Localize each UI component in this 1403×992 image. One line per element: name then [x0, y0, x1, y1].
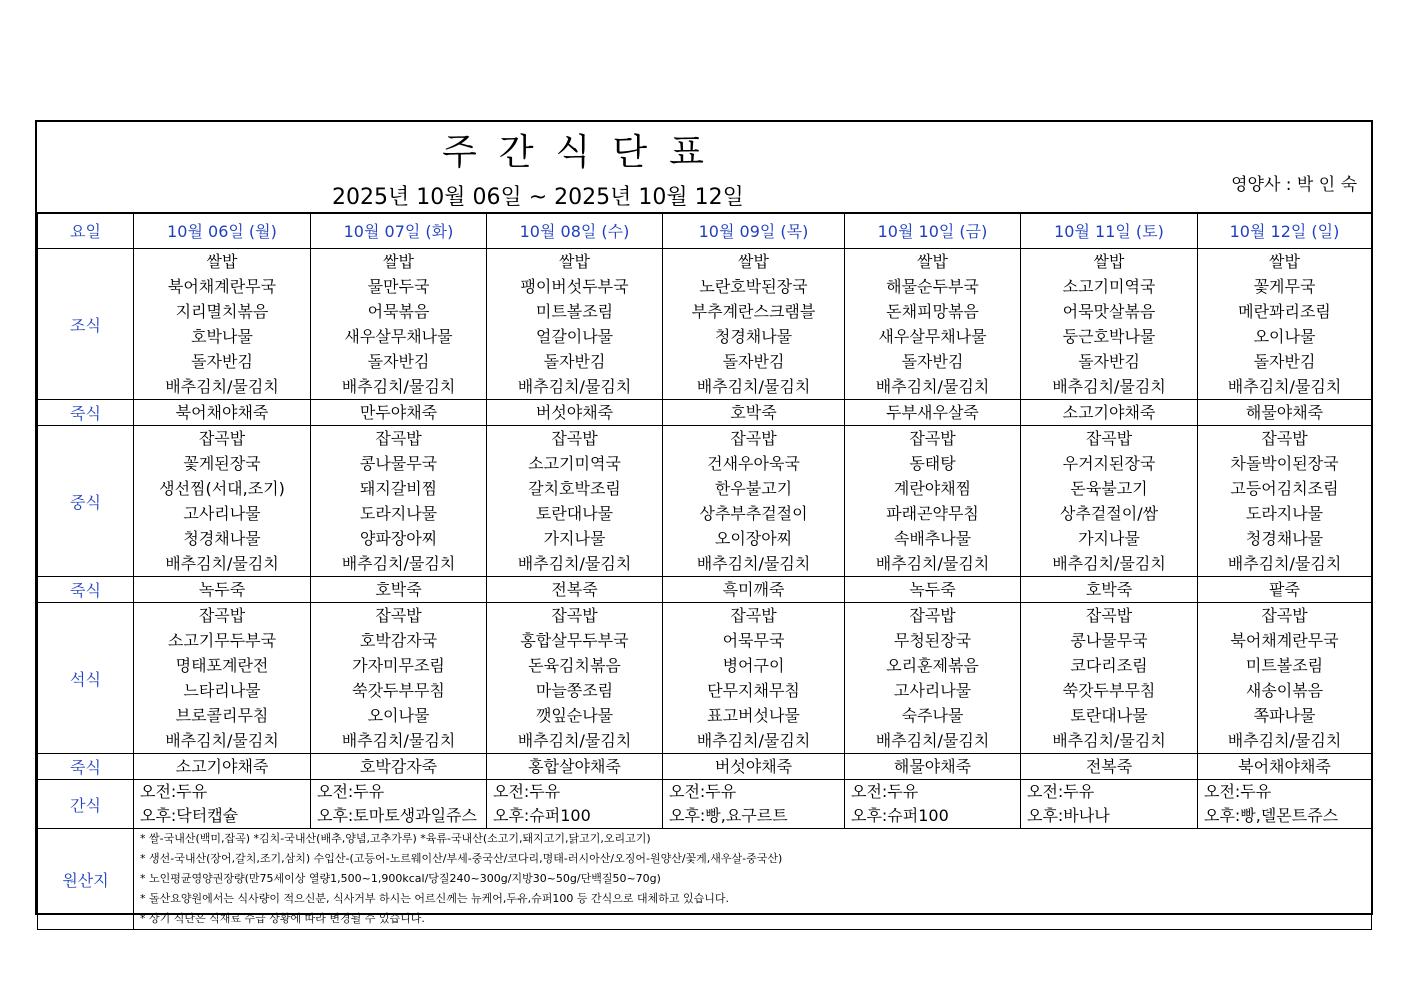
date-range: 2025년 10월 06일 ~ 2025년 10월 12일: [332, 185, 744, 210]
day-header: 10월 10일 (금): [845, 213, 1021, 249]
snack-row: [38, 780, 1372, 829]
dish-item: 꽃게무국: [1253, 277, 1316, 296]
dietitian-name: 영양사 : 박 인 숙: [1231, 175, 1357, 195]
snack-item: 오전:두유: [493, 782, 561, 801]
dish-item: 잡곡밥: [1261, 606, 1308, 625]
dish-item: 배추김치/물김치: [1227, 554, 1342, 573]
dish-item: 쑥갓두부무침: [1062, 681, 1156, 700]
snack-item: 오전:두유: [851, 782, 919, 801]
dish-item: 호박나물: [191, 327, 253, 346]
dish-item: 배추김치/물김치: [517, 554, 632, 573]
dish-item: 물만두국: [367, 277, 430, 296]
meal-cell: [134, 249, 311, 400]
dish-item: 잡곡밥: [909, 429, 956, 448]
dish-item: 돈채피망볶음: [886, 302, 979, 321]
snack-item: 오전:두유: [1204, 782, 1272, 801]
dish-item: 해물순두부국: [886, 277, 979, 296]
origin-note: * 돌산요양원에서는 식사량이 적으신분, 식사거부 하시는 어르신께는 뉴케어,두유,슈퍼100 등 간식으로 대체하고 있습니다.: [140, 892, 729, 905]
dish-item: 배추김치/물김치: [517, 731, 632, 750]
dish-item: 잡곡밥: [198, 429, 246, 448]
dish-item: 잡곡밥: [551, 429, 598, 448]
dish-item: 쌀밥: [738, 252, 769, 271]
dish-item: 쌀밥: [206, 252, 238, 271]
dish-item: 소고기미역국: [1062, 277, 1156, 296]
dish-item: 코다리조림: [1070, 656, 1148, 675]
dish-item: 쌀밥: [1093, 252, 1125, 271]
dish-item: 어묵무국: [722, 631, 785, 650]
dish-item: 어묵맛살볶음: [1062, 302, 1156, 321]
dish-item: 우거지된장국: [1062, 454, 1156, 473]
dish-item: 배추김치/물김치: [875, 377, 990, 396]
porridge-cell: 해물야채죽: [845, 754, 1021, 780]
day-header: 10월 12일 (일): [1198, 213, 1372, 249]
dish-item: 쑥갓두부무침: [352, 681, 445, 700]
dish-item: 고등어김치조림: [1230, 479, 1339, 498]
lunch-row: [38, 426, 1372, 577]
porridge-cell: 북어채야채죽: [134, 400, 311, 426]
dish-item: 홍합살무두부국: [520, 631, 629, 650]
day-header: 10월 09일 (목): [663, 213, 845, 249]
snack-item: 오후:빵,델몬트쥬스: [1204, 806, 1339, 825]
dish-item: 미트볼조림: [535, 302, 614, 321]
snack-item: 오후:토마토생과일쥬스: [317, 806, 477, 825]
dish-item: 새송이볶음: [1245, 681, 1324, 700]
porridge-cell: 전복죽: [1021, 754, 1198, 780]
page-title: 주간식단표: [442, 132, 726, 173]
weekly-menu-table: [37, 212, 1372, 930]
meal-cell: [845, 603, 1021, 754]
dish-item: 양파장아찌: [359, 529, 438, 548]
dish-item: 생선찜(서대,조기): [159, 479, 285, 498]
dish-item: 고사리나물: [893, 681, 972, 700]
porridge-cell: 녹두죽: [134, 577, 311, 603]
dish-item: 청경채나물: [183, 529, 261, 548]
snack-cell: [487, 780, 663, 829]
dish-item: 돌자반김: [722, 352, 785, 371]
meal-cell: [1198, 603, 1372, 754]
dish-item: 배추김치/물김치: [1052, 731, 1166, 750]
dish-item: 동태탕: [909, 454, 956, 473]
meal-cell: [487, 249, 663, 400]
dish-item: 파래곤약무침: [886, 504, 979, 523]
porridge-cell: 버섯야채죽: [663, 754, 845, 780]
breakfast-label: 조식: [38, 249, 134, 400]
meal-cell: [311, 249, 487, 400]
dish-item: 상추겉절이/쌈: [1059, 504, 1159, 523]
dish-item: 가자미무조림: [352, 656, 445, 675]
porridge-cell: 흑미깨죽: [663, 577, 845, 603]
dish-item: 둥근호박나물: [1062, 327, 1156, 346]
dish-item: 북어채계란무국: [167, 277, 277, 296]
dish-item: 돼지갈비찜: [359, 479, 438, 498]
dish-item: 배추김치/물김치: [517, 377, 632, 396]
day-header: 10월 11일 (토): [1021, 213, 1198, 249]
origin-label: 원산지: [38, 829, 134, 930]
dish-item: 쌀밥: [559, 252, 590, 271]
dish-item: 잡곡밥: [551, 606, 598, 625]
snack-cell: [1021, 780, 1198, 829]
dish-item: 잡곡밥: [730, 429, 777, 448]
dish-item: 갈치호박조림: [528, 479, 621, 498]
porridge-label: 죽식: [38, 754, 134, 780]
dish-item: 마늘쫑조림: [535, 681, 614, 700]
dish-item: 차돌박이된장국: [1230, 454, 1339, 473]
dish-item: 얼갈이나물: [535, 327, 614, 346]
porridge-label: 죽식: [38, 577, 134, 603]
snack-item: 오전:두유: [317, 782, 385, 801]
dish-item: 잡곡밥: [375, 606, 422, 625]
meal-cell: [663, 426, 845, 577]
dish-item: 콩나물무국: [1070, 631, 1148, 650]
dish-item: 쌀밥: [383, 252, 414, 271]
dish-item: 숙주나물: [901, 706, 964, 725]
dish-item: 잡곡밥: [1085, 606, 1133, 625]
porridge-cell: 소고기야채죽: [1021, 400, 1198, 426]
dish-item: 잡곡밥: [909, 606, 956, 625]
dish-item: 오리훈제볶음: [886, 656, 979, 675]
dish-item: 쌀밥: [1269, 252, 1300, 271]
porridge-cell: 만두야채죽: [311, 400, 487, 426]
porridge-label: 죽식: [38, 400, 134, 426]
menu-sheet: [35, 120, 1373, 925]
dish-item: 깻잎순나물: [535, 706, 614, 725]
dish-item: 도라지나물: [1245, 504, 1324, 523]
dish-item: 부추계란스크램블: [691, 302, 816, 321]
dish-item: 병어구이: [722, 656, 785, 675]
dish-item: 메란꽈리조림: [1238, 302, 1331, 321]
dish-item: 무청된장국: [893, 631, 972, 650]
dish-item: 돌자반김: [901, 352, 964, 371]
header: [37, 122, 1371, 214]
meal-cell: [134, 426, 311, 577]
dish-item: 배추김치/물김치: [165, 377, 279, 396]
dish-item: 돌자반김: [191, 352, 253, 371]
porridge-cell: 소고기야채죽: [134, 754, 311, 780]
breakfast-row: [38, 249, 1372, 400]
dish-item: 어묵볶음: [367, 302, 430, 321]
dish-item: 가지나물: [1078, 529, 1140, 548]
meal-cell: [1198, 249, 1372, 400]
dish-item: 계란야채찜: [893, 479, 972, 498]
snack-cell: [311, 780, 487, 829]
meal-cell: [663, 603, 845, 754]
porridge-cell: 두부새우살죽: [845, 400, 1021, 426]
meal-cell: [311, 603, 487, 754]
origin-note: * 노인평균영양권장량(만75세이상 열량1,500~1,900kcal/당질240~300g/지방30~50g/단백질50~70g): [140, 872, 661, 885]
snack-item: 오전:두유: [669, 782, 737, 801]
dish-item: 토란대나물: [535, 504, 614, 523]
dish-item: 배추김치/물김치: [341, 731, 456, 750]
dish-item: 배추김치/물김치: [1052, 554, 1166, 573]
snack-cell: [845, 780, 1021, 829]
dish-item: 잡곡밥: [1261, 429, 1308, 448]
dish-item: 오이나물: [367, 706, 430, 725]
meal-cell: [311, 426, 487, 577]
meal-cell: [1021, 426, 1198, 577]
dish-item: 한우불고기: [714, 479, 793, 498]
dish-item: 잡곡밥: [375, 429, 422, 448]
dish-item: 호박감자국: [359, 631, 438, 650]
origin-row: [38, 829, 1372, 930]
dish-item: 쌀밥: [917, 252, 948, 271]
porridge-cell: 북어채야채죽: [1198, 754, 1372, 780]
meal-cell: [487, 603, 663, 754]
meal-cell: [845, 249, 1021, 400]
dish-item: 배추김치/물김치: [165, 731, 279, 750]
snack-item: 오후:바나나: [1027, 806, 1110, 825]
dish-item: 잡곡밥: [1085, 429, 1133, 448]
meal-cell: [1021, 249, 1198, 400]
dish-item: 팽이버섯두부국: [520, 277, 629, 296]
porridge-cell: 호박죽: [311, 577, 487, 603]
dish-item: 느타리나물: [183, 681, 261, 700]
day-header: 10월 07일 (화): [311, 213, 487, 249]
dinner-porridge-row: [38, 754, 1372, 780]
snack-item: 오후:빵,요구르트: [669, 806, 788, 825]
dish-item: 새우살무채나물: [878, 327, 987, 346]
dish-item: 고사리나물: [183, 504, 261, 523]
breakfast-porridge-row: [38, 400, 1372, 426]
snack-item: 오전:두유: [140, 782, 208, 801]
dish-item: 꽃게된장국: [183, 454, 261, 473]
dish-item: 소고기미역국: [528, 454, 621, 473]
dish-item: 토란대나물: [1070, 706, 1148, 725]
dish-item: 배추김치/물김치: [696, 731, 811, 750]
dish-item: 가지나물: [543, 529, 606, 548]
dish-item: 소고기무두부국: [167, 631, 277, 650]
dish-item: 노란호박된장국: [699, 277, 808, 296]
dish-item: 미트볼조림: [1245, 656, 1324, 675]
meal-cell: [487, 426, 663, 577]
dish-item: 청경채나물: [714, 327, 793, 346]
dish-item: 상추부추겉절이: [699, 504, 808, 523]
dish-item: 쪽파나물: [1253, 706, 1316, 725]
dish-item: 돌자반김: [1253, 352, 1316, 371]
dish-item: 돌자반김: [367, 352, 430, 371]
snack-label: 간식: [38, 780, 134, 829]
dish-item: 배추김치/물김치: [696, 377, 811, 396]
dish-item: 새우살무채나물: [344, 327, 453, 346]
dish-item: 도라지나물: [359, 504, 438, 523]
dish-item: 배추김치/물김치: [341, 377, 456, 396]
snack-item: 오전:두유: [1027, 782, 1095, 801]
day-header: 10월 08일 (수): [487, 213, 663, 249]
snack-cell: [134, 780, 311, 829]
dish-item: 돈육김치볶음: [528, 656, 621, 675]
snack-item: 오후:닥터캡슐: [140, 806, 239, 825]
dish-item: 북어채계란무국: [1230, 631, 1339, 650]
dish-item: 배추김치/물김치: [1227, 731, 1342, 750]
dinner-row: [38, 603, 1372, 754]
dish-item: 오이장아찌: [714, 529, 793, 548]
origin-notes: [134, 829, 1372, 930]
dish-item: 표고버섯나물: [707, 706, 800, 725]
meal-cell: [1021, 603, 1198, 754]
dish-item: 배추김치/물김치: [165, 554, 279, 573]
origin-note: * 쌀-국내산(백미,잡곡) *김치-국내산(배추,양념,고추가루) *육류-국내산(소고기,돼지고기,닭고기,오리고기): [140, 832, 651, 845]
dish-item: 속배추나물: [893, 529, 972, 548]
snack-cell: [1198, 780, 1372, 829]
lunch-porridge-row: [38, 577, 1372, 603]
dish-item: 돌자반김: [1078, 352, 1140, 371]
dish-item: 배추김치/물김치: [1052, 377, 1166, 396]
dish-item: 청경채나물: [1245, 529, 1324, 548]
dish-item: 오이나물: [1253, 327, 1316, 346]
day-header-row: [38, 213, 1372, 249]
porridge-cell: 호박감자죽: [311, 754, 487, 780]
meal-cell: [663, 249, 845, 400]
snack-cell: [663, 780, 845, 829]
dish-item: 돌자반김: [543, 352, 606, 371]
dish-item: 명태포계란전: [175, 656, 269, 675]
dinner-label: 석식: [38, 603, 134, 754]
porridge-cell: 호박죽: [663, 400, 845, 426]
snack-item: 오후:슈퍼100: [493, 806, 591, 825]
porridge-cell: 전복죽: [487, 577, 663, 603]
meal-cell: [134, 603, 311, 754]
dish-item: 배추김치/물김치: [875, 731, 990, 750]
dish-item: 돈육불고기: [1070, 479, 1148, 498]
dish-item: 배추김치/물김치: [341, 554, 456, 573]
porridge-cell: 홍합살야채죽: [487, 754, 663, 780]
lunch-label: 중식: [38, 426, 134, 577]
porridge-cell: 해물야채죽: [1198, 400, 1372, 426]
dish-item: 브로콜리무침: [175, 706, 269, 725]
snack-item: 오후:슈퍼100: [851, 806, 949, 825]
dish-item: 콩나물무국: [359, 454, 438, 473]
day-header: 10월 06일 (월): [134, 213, 311, 249]
porridge-cell: 녹두죽: [845, 577, 1021, 603]
meal-cell: [845, 426, 1021, 577]
porridge-cell: 호박죽: [1021, 577, 1198, 603]
dish-item: 잡곡밥: [198, 606, 246, 625]
dish-item: 배추김치/물김치: [696, 554, 811, 573]
origin-note: * 상기 식단은 식재료 수급 상황에 따라 변경될 수 있습니다.: [140, 912, 425, 925]
dish-item: 잡곡밥: [730, 606, 777, 625]
day-label: 요일: [38, 213, 134, 249]
dish-item: 배추김치/물김치: [875, 554, 990, 573]
dish-item: 건새우아욱국: [707, 454, 800, 473]
porridge-cell: 팥죽: [1198, 577, 1372, 603]
dish-item: 배추김치/물김치: [1227, 377, 1342, 396]
dish-item: 지리멸치볶음: [175, 302, 269, 321]
porridge-cell: 버섯야채죽: [487, 400, 663, 426]
meal-cell: [1198, 426, 1372, 577]
origin-note: * 생선-국내산(장어,갈치,조기,삼치) 수입산-(고등어-노르웨이산/부세-중국산/코다리,명태-러시아산/오징어-원양산/꽃게,새우살-중국산): [140, 852, 783, 865]
dish-item: 단무지채무침: [707, 681, 800, 700]
